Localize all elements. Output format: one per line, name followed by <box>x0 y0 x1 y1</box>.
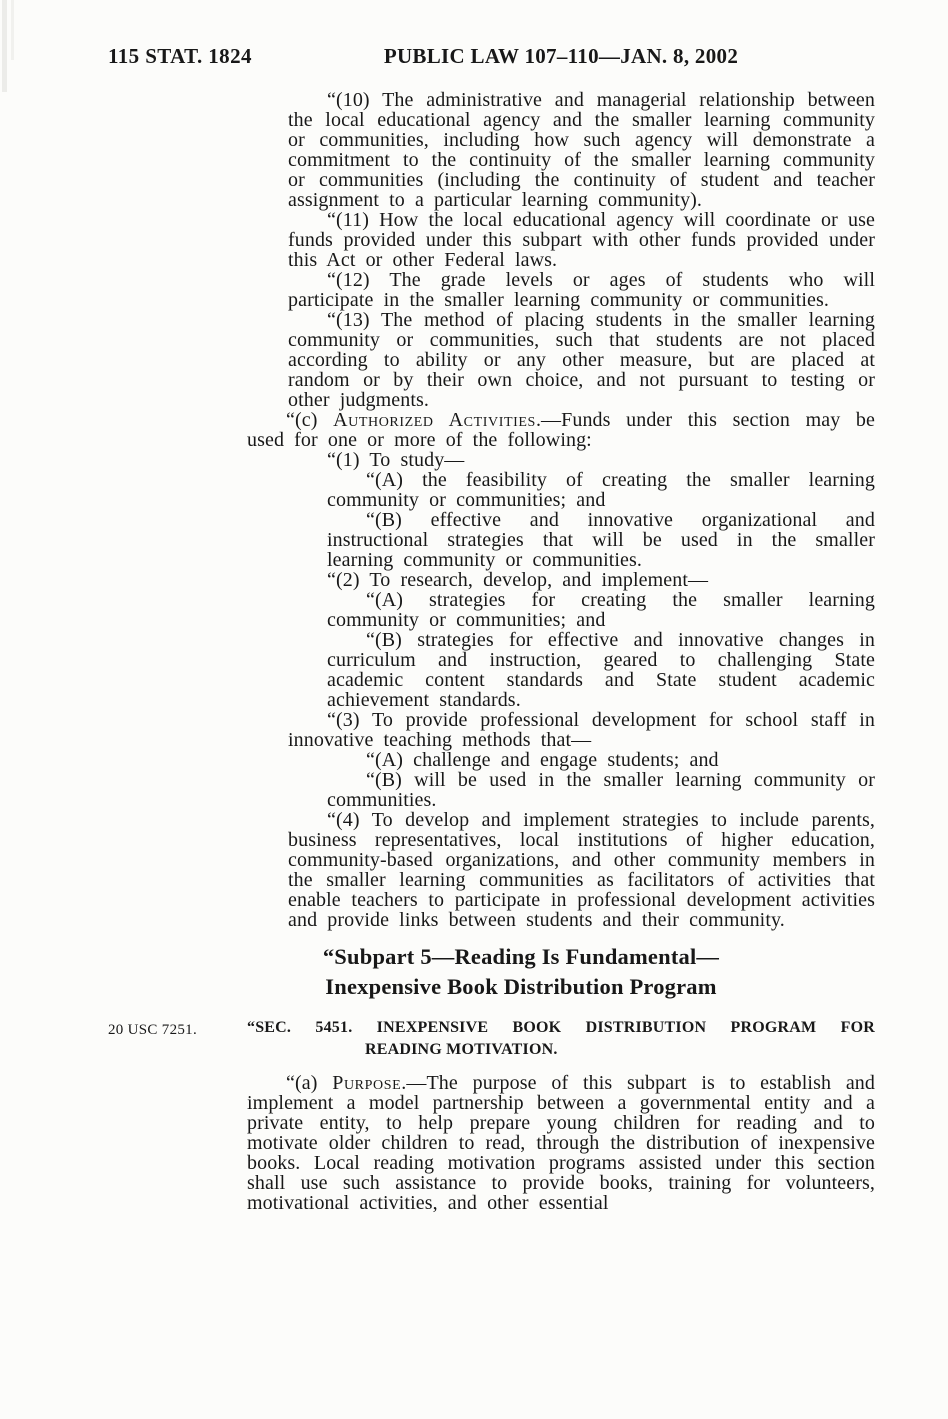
text-run: “(a) <box>286 1072 333 1094</box>
text-run: “(B) effective and innovative organizational and instructional strategies that will be used in the smaller learning community or communities. <box>327 509 875 571</box>
us-code-margin-note: 20 USC 7251. <box>108 1022 198 1038</box>
clause-13 <box>288 310 875 410</box>
item-1B <box>327 510 875 570</box>
item-2-research-develop <box>288 570 875 590</box>
text-run: “(c) <box>286 409 334 431</box>
text-run: “(13) The method of placing students in the smaller learning community or communities, such that students are not placed according to ability or any other measure, but are placed at random or by their own choice, and not pursuant to testing or other judgments. <box>288 309 875 411</box>
item-1-to-study <box>288 450 875 470</box>
text-run: .—The purpose of this subpart is to establish and implement a model partnership between a governmental entity and a private entity, to help prepare young children for reading and to motivate older children to read, through the distribution of inexpensive books. Local reading motivation programs assisted under this section shall use such assistance to provide books, training for volunteers, motivational activities, and other essential <box>247 1072 875 1214</box>
text-run: “(A) strategies for creating the smaller learning community or communities; and <box>327 589 875 631</box>
subsection-c-authorized-activities <box>247 410 875 450</box>
text-run: “(12) The grade levels or ages of students who will participate in the smaller learning community or communities. <box>288 269 875 311</box>
item-2B <box>327 630 875 710</box>
sec-5451-heading <box>108 1017 875 1061</box>
item-1A <box>327 470 875 510</box>
text-run: .—Funds under this section may be used for one or more of the following: <box>247 409 876 451</box>
smallcaps-label: Authorized Activities <box>333 409 536 431</box>
text-run: “(11) How the local educational agency will coordinate or use funds provided under this subpart with other funds provided under this Act or other Federal laws. <box>288 209 875 271</box>
page-header <box>0 44 948 72</box>
text-run: “(B) strategies for effective and innovative changes in curriculum and instruction, geared to challenging State academic content standards and State student academic achievement standards. <box>327 629 875 711</box>
text-run: “(1) To study— <box>327 449 465 471</box>
text-run: “(2) To research, develop, and implement— <box>327 569 709 591</box>
item-3-professional-development <box>288 710 875 750</box>
subpart-5-heading <box>207 942 835 1002</box>
statute-body-column <box>108 89 876 1214</box>
clause-10 <box>288 90 875 210</box>
subsection-a-purpose <box>247 1073 875 1213</box>
item-3A <box>327 750 875 770</box>
item-3B <box>327 770 875 810</box>
section-heading-line: “SEC. 5451. INEXPENSIVE BOOK DISTRIBUTION PROGRAM FOR <box>247 1019 875 1036</box>
text-run: “(10) The administrative and managerial relationship between the local educational agency and the smaller learning community or communities, including how such agency will demonstrate a commitment to the continuity of the smaller learning community or communities (including the continuity of student and teacher assignment to a particular learning community). <box>288 89 875 211</box>
text-run: “(3) To provide professional development for school staff in innovative teaching methods that— <box>288 709 875 751</box>
smallcaps-label: Purpose <box>332 1072 402 1094</box>
item-2A <box>327 590 875 630</box>
text-run: “(4) To develop and implement strategies to include parents, business representatives, local institutions of higher education, community-based organizations, and other community members in the smaller learning communities as facilitators of activities that enable teachers to participate in professional development activities and provide links between students and their community. <box>288 809 875 931</box>
clause-11 <box>288 210 875 270</box>
item-4-develop-implement-strategies <box>288 810 875 930</box>
public-law-title: PUBLIC LAW 107–110—JAN. 8, 2002 <box>383 44 739 68</box>
text-run: “(A) challenge and engage students; and <box>366 749 719 771</box>
subpart-heading-line: “Subpart 5—Reading Is Fundamental— <box>322 944 720 969</box>
clause-12 <box>288 270 875 310</box>
text-run: “(B) will be used in the smaller learning community or communities. <box>327 769 875 811</box>
subpart-heading-line: Inexpensive Book Distribution Program <box>325 974 717 999</box>
text-run: “(A) the feasibility of creating the smaller learning community or communities; and <box>327 469 875 511</box>
statute-page-number: 115 STAT. 1824 <box>108 44 252 68</box>
section-heading-line: READING MOTIVATION. <box>365 1041 558 1058</box>
